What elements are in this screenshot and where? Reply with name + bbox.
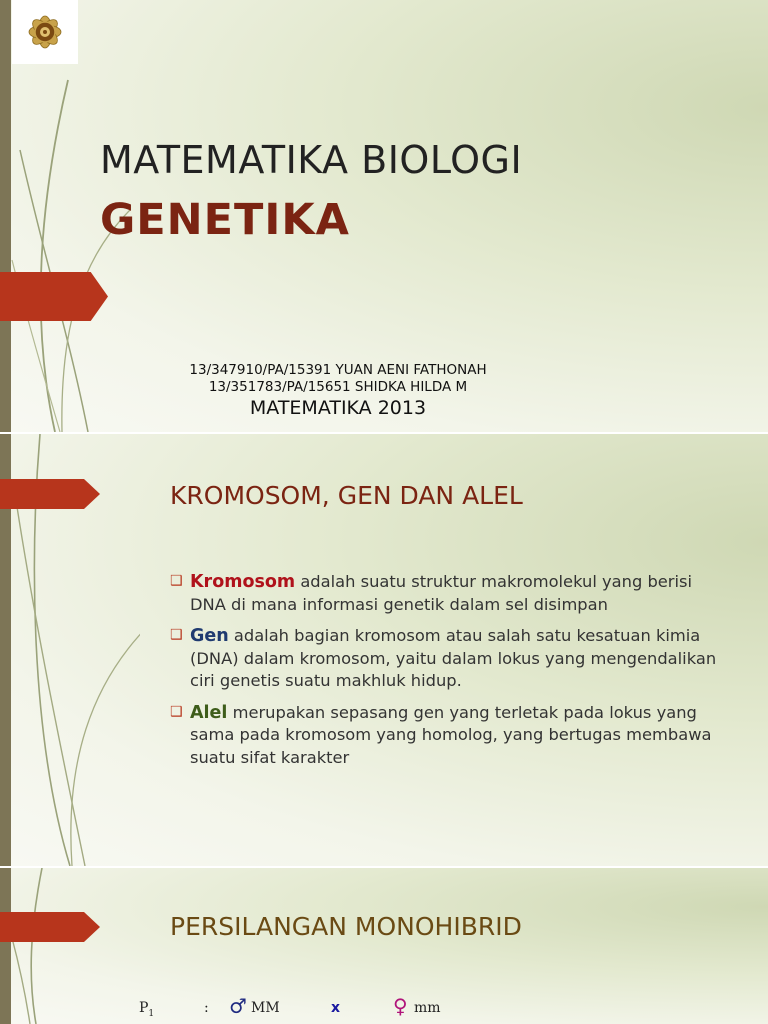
definition-text: merupakan sepasang gen yang terletak pada lokus yang sama pada kromosom yang homolog, yang bertugas membawa suatu sifat karakter — [190, 702, 712, 767]
author-line-1: 13/347910/PA/15391 YUAN AENI FATHONAH — [189, 362, 487, 378]
term-kromosom: Kromosom — [190, 572, 296, 592]
accent-arrow — [0, 479, 100, 509]
monohybrid-slide — [0, 868, 768, 1024]
definition-text: adalah bagian kromosom atau salah satu kesatuan kimia (DNA) dalam kromosom, yaitu dalam lokus yang mengendalikan ciri genetis suatu makhluk hidup. — [190, 626, 717, 690]
accent-arrow — [0, 912, 100, 942]
accent-arrow — [0, 272, 108, 321]
title-slide — [0, 0, 768, 432]
colon-label: : — [204, 1000, 209, 1016]
university-logo — [12, 0, 78, 64]
term-gen: Gen — [190, 626, 229, 646]
year-line: MATEMATIKA 2013 — [249, 397, 427, 419]
male-genotype: MM — [251, 1000, 280, 1016]
list-item — [170, 625, 730, 693]
p1-label: $P_1$ — [139, 1000, 155, 1019]
bullet-icon: ❑ — [170, 703, 183, 720]
cross-icon: x — [331, 1000, 341, 1016]
female-icon: ♀ — [393, 994, 408, 1018]
slide-subtitle: GENETIKA — [100, 195, 350, 245]
slide-title: MATEMATIKA BIOLOGI — [100, 138, 523, 182]
author-line-2: 13/351783/PA/15651 SHIDKA HILDA M — [208, 379, 468, 395]
term-alel: Alel — [190, 702, 228, 723]
male-icon: ♂ — [229, 994, 247, 1018]
female-genotype: mm — [414, 1000, 441, 1016]
list-item — [170, 702, 730, 770]
bullet-icon: ❑ — [170, 573, 183, 589]
slide-heading: PERSILANGAN MONOHIBRID — [170, 912, 522, 941]
bullet-icon: ❑ — [170, 627, 183, 643]
slide-heading: KROMOSOM, GEN DAN ALEL — [170, 481, 523, 510]
seal-icon — [12, 0, 78, 64]
list-item — [170, 571, 730, 616]
definition-list — [170, 571, 730, 778]
definition-text: adalah suatu struktur makromolekul yang berisi DNA di mana informasi genetik dalam sel disimpan — [190, 572, 693, 614]
swirl-decoration — [0, 868, 140, 1024]
